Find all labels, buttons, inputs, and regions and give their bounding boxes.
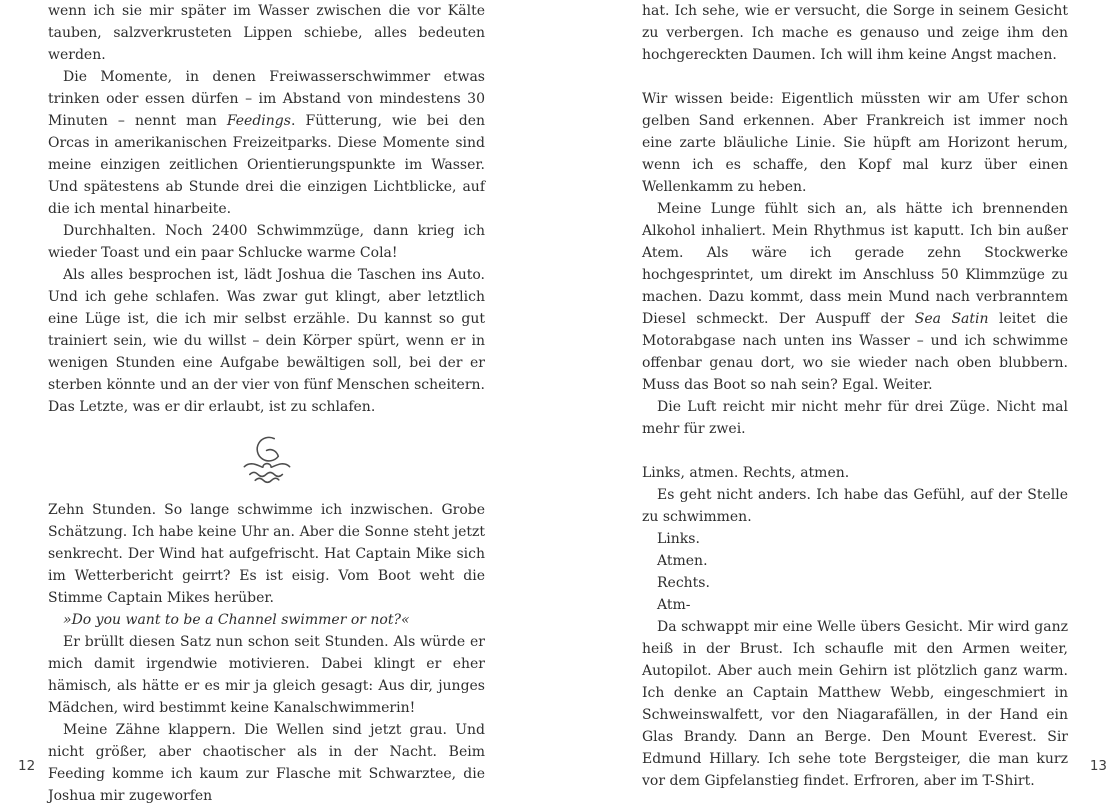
paragraph [642,484,1068,528]
right-page [642,0,1068,792]
text-run: Es geht nicht anders. Ich habe das Gefühl, auf der Stelle zu schwimmen. [642,487,1068,525]
paragraph [642,594,1068,616]
text-run: Da schwappt mir eine Welle übers Gesicht. Mir wird ganz heiß in der Brust. Ich schaufle mit den Armen weiter, Autopilot. Aber auch mein Gehirn ist plötzlich ganz warm. Ich denke an Captain Matthew Webb, eingeschmiert in Schweinswalfett, vor den Niagarafällen, in der Hand ein Glas Brandy. Dann an Berge. Den Mount Everest. Sir Edmund Hillary. Ich sehe tote Bergsteiger, die man kurz vor dem Gipfelanstieg findet. Erfroren, aber im T-Shirt. [642,619,1068,789]
paragraph [642,88,1068,198]
paragraph [642,198,1068,396]
paragraph [642,572,1068,594]
paragraph [48,220,485,264]
wave-swimmer-icon [238,435,296,486]
italic-text-run: Feedings [226,113,291,129]
wave-swimmer-ornament [238,435,296,486]
paragraph [642,0,1068,66]
paragraph [48,0,485,66]
paragraph [48,609,485,631]
text-run: Die Momente, in denen Freiwasserschwimmer etwas trinken oder essen dürfen – im Abstand von mindestens 30 Minuten – nennt man [48,69,485,129]
text-run: Als alles besprochen ist, lädt Joshua die Taschen ins Auto. Und ich gehe schlafen. Was zwar gut klingt, aber letztlich eine Lüge ist, die ich mir selbst erzähle. Du kannst so gut trainiert sein, wie du willst – dein Körper spürt, wenn er in wenigen Stunden eine Aufgabe bewältigen soll, bei der er sterben könnte und an der vier von fünf Menschen scheitern. Das Letzte, was er dir erlaubt, ist zu schlafen. [48,267,485,415]
text-run: Atm- [657,597,691,613]
paragraph [48,631,485,719]
paragraph [48,719,485,807]
text-run: Atmen. [657,553,708,569]
paragraph [642,550,1068,572]
right-page-text [642,0,1068,792]
text-run: Links. [657,531,700,547]
text-run: Die Luft reicht mir nicht mehr für drei Züge. Nicht mal mehr für zwei. [642,399,1068,437]
text-run: . Fütterung, wie bei den Orcas in amerikanischen Freizeitparks. Diese Momente sind meine einzigen zeitlichen Orientierungspunkte im Wasser. Und spätestens ab Stunde drei die einzigen Lichtblicke, auf die ich mental hinarbeite. [48,113,485,217]
paragraph [642,462,1068,484]
italic-text-run: »Do you want to be a Channel swimmer or not?« [63,611,410,628]
paragraph [48,66,485,220]
text-run: hat. Ich sehe, wie er versucht, die Sorge in seinem Gesicht zu verbergen. Ich mache es genauso und zeige ihm den hochgereckten Daumen. Ich will ihm keine Angst machen. [642,3,1068,63]
text-run: Durchhalten. Noch 2400 Schwimmzüge, dann krieg ich wieder Toast und ein paar Schlucke warme Cola! [48,223,485,261]
text-run: Rechts. [657,575,710,591]
paragraph [642,616,1068,792]
text-run: Wir wissen beide: Eigentlich müssten wir am Ufer schon gelben Sand erkennen. Aber Frankreich ist immer noch eine zarte bläuliche Linie. Sie hüpft am Horizont herum, wenn ich es schaffe, den Kopf mal kurz über einen Wellenkamm zu heben. [642,91,1068,195]
paragraph [48,264,485,418]
text-run: Meine Zähne klappern. Die Wellen sind jetzt grau. Und nicht größer, aber chaotischer als in der Nacht. Beim Feeding komme ich kaum zur Flasche mit Schwarztee, die Joshua mir zugeworfen [48,721,485,804]
left-page [48,0,485,807]
paragraph [642,528,1068,550]
left-page-text-upper [48,0,485,418]
text-run: Er brüllt diesen Satz nun schon seit Stunden. Als würde er mich damit irgendwie motivieren. Dabei klingt er eher hämisch, als hätte er es mir ja gleich gesagt: Aus dir, junges Mädchen, wird bestimmt keine Kanalschwimmerin! [48,633,485,716]
page-number-left: 12 [18,758,36,774]
left-page-text-lower [48,499,485,807]
italic-text-run: Sea Satin [914,311,989,327]
text-run: Meine Lunge fühlt sich an, als hätte ich brennenden Alkohol inhaliert. Mein Rhythmus ist kaputt. Ich bin außer Atem. Als wäre ich gerade zehn Stockwerke hochgesprintet, um direkt im Anschluss 50 Klimmzüge zu machen. Dazu kommt, dass mein Mund nach verbranntem Diesel schmeckt. Der Auspuff der [642,201,1068,327]
text-run: wenn ich sie mir später im Wasser zwischen die vor Kälte tauben, salzverkrusteten Lippen schiebe, alles bedeuten werden. [48,3,485,63]
paragraph [642,396,1068,440]
text-run: Zehn Stunden. So lange schwimme ich inzwischen. Grobe Schätzung. Ich habe keine Uhr an. Aber die Sonne steht jetzt senkrecht. Der Wind hat aufgefrischt. Hat Captain Mike sich im Wetterbericht geirrt? Es ist eisig. Vom Boot weht die Stimme Captain Mikes herüber. [48,501,485,606]
page-number-right: 13 [1089,758,1107,774]
paragraph [48,499,485,609]
text-run: Links, atmen. Rechts, atmen. [642,465,850,481]
text-run: leitet die Motorabgase nach unten ins Wasser – und ich schwimme offenbar genau dort, wo sie wieder nach oben blubbern. Muss das Boot so nah sein? Egal. Weiter. [642,311,1068,393]
